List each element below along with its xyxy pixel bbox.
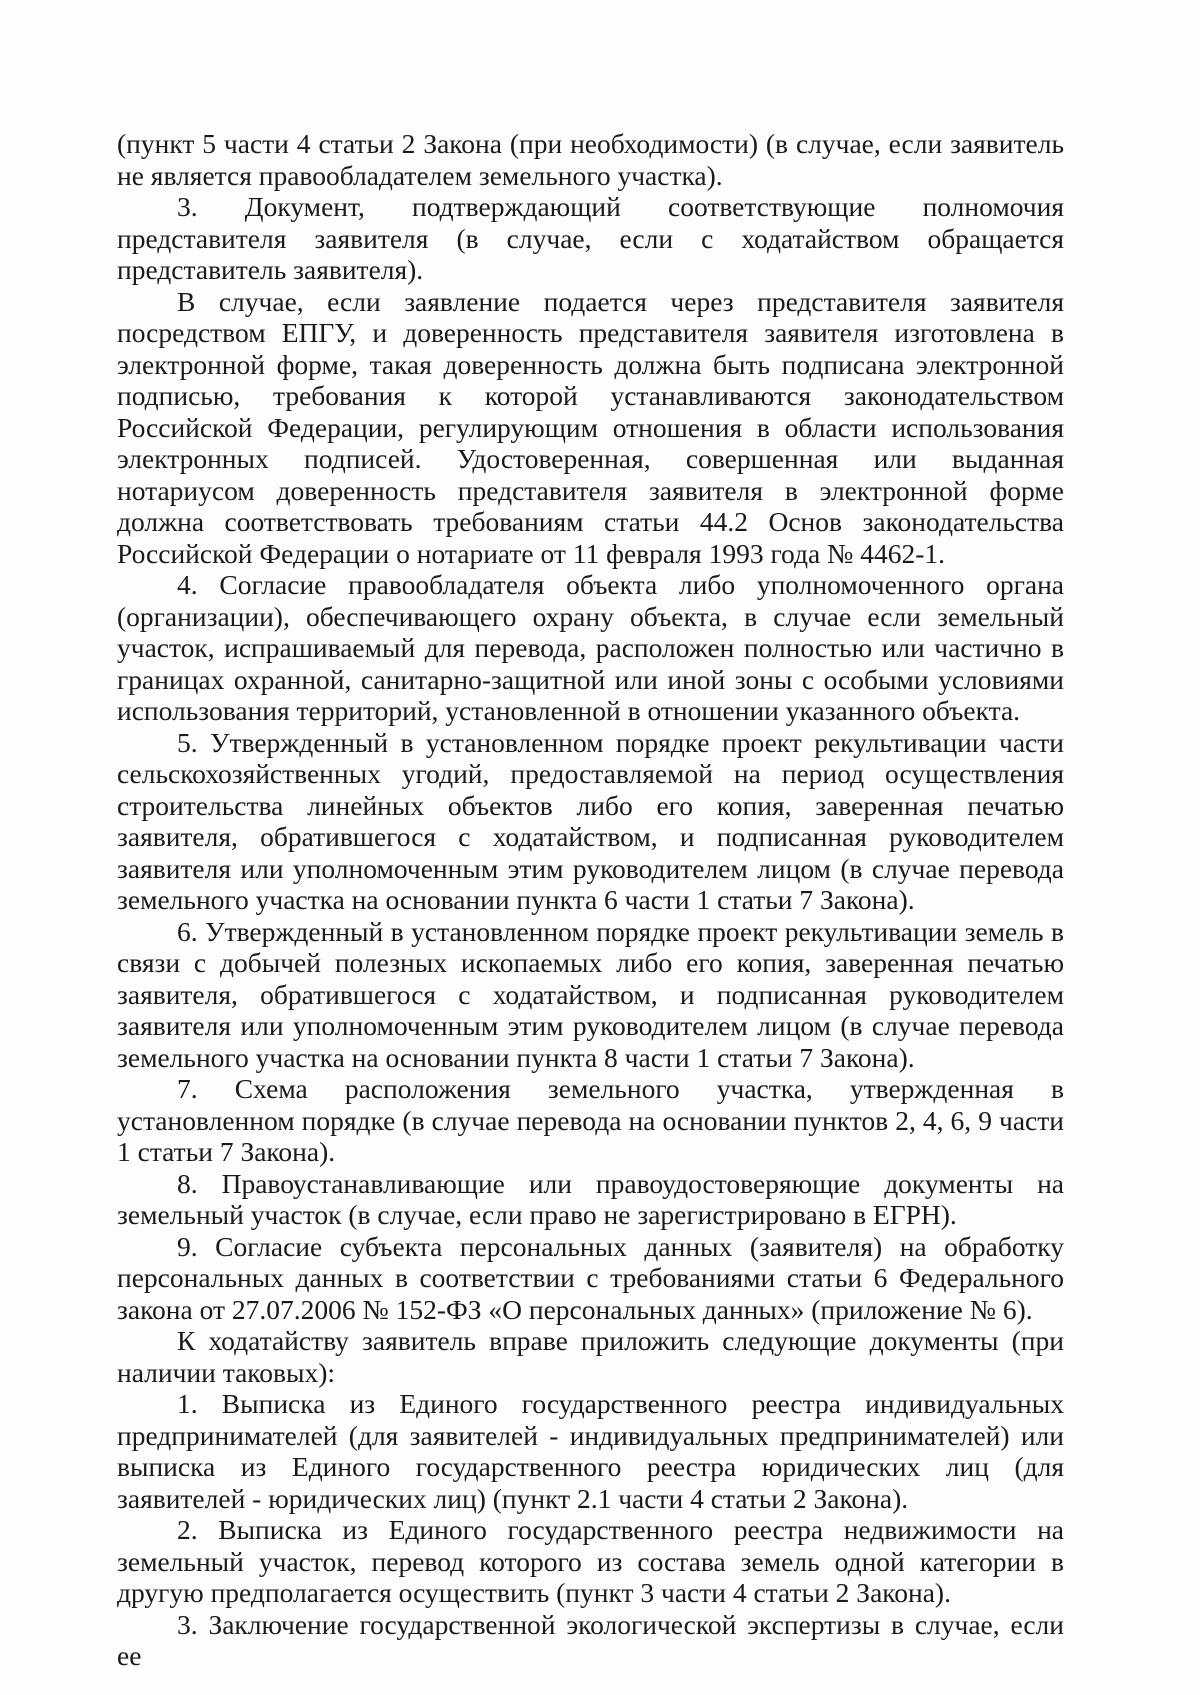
paragraph-item-3: 3. Документ, подтверждающий соответствующие полномочия представителя заявителя (в случае, если с ходатайством обращается представитель заявителя). [117, 191, 1064, 285]
paragraph-item-5: 5. Утвержденный в установленном порядке проект рекультивации части сельскохозяйственных угодий, предоставляемой на период осуществления строительства линейных объектов либо его копия, заверенная печатью заявителя, обратившегося с ходатайством, и подписанная руководителем заявителя или уполномоченным этим руководителем лицом (в случае перевода земельного участка на основании пункта 6 части 1 статьи 7 Закона). [117, 726, 1064, 915]
paragraph-item-8: 8. Правоустанавливающие или правоудостоверяющие документы на земельный участок (в случае, если право не зарегистрировано в ЕГРН). [117, 1167, 1064, 1230]
paragraph-optional-item-3: 3. Заключение государственной экологической экспертизы в случае, если ее [117, 1608, 1064, 1671]
paragraph-item-7: 7. Схема расположения земельного участка, утвержденная в установленном порядке (в случае перевода на основании пунктов 2, 4, 6, 9 части 1 статьи 7 Закона). [117, 1073, 1064, 1167]
paragraph-optional-documents-intro: К ходатайству заявитель вправе приложить следующие документы (при наличии таковых): [117, 1325, 1064, 1388]
document-body [117, 128, 1064, 1672]
paragraph-electronic-power-of-attorney: В случае, если заявление подается через представителя заявителя посредством ЕПГУ, и доверенность представителя заявителя изготовлена в электронной форме, такая доверенность должна быть подписана электронной подписью, требования к которой устанавливаются законодательством Российской Федерации, регулирующим отношения в области использования электронных подписей. Удостоверенная, совершенная или выданная нотариусом доверенность представителя заявителя в электронной форме должна соответствовать требованиям статьи 44.2 Основ законодательства Российской Федерации о нотариате от 11 февраля 1993 года № 4462-1. [117, 285, 1064, 569]
paragraph-item-6: 6. Утвержденный в установленном порядке проект рекультивации земель в связи с добычей полезных ископаемых либо его копия, заверенная печатью заявителя, обратившегося с ходатайством, и подписанная руководителем заявителя или уполномоченным этим руководителем лицом (в случае перевода земельного участка на основании пункта 8 части 1 статьи 7 Закона). [117, 915, 1064, 1073]
paragraph-item-4: 4. Согласие правообладателя объекта либо уполномоченного органа (организации), обеспечивающего охрану объекта, в случае если земельный участок, испрашиваемый для перевода, расположен полностью или частично в границах охранной, санитарно-защитной или иной зоны с особыми условиями использования территорий, установленной в отношении указанного объекта. [117, 569, 1064, 726]
paragraph-optional-item-2: 2. Выписка из Единого государственного реестра недвижимости на земельный участок, перевод которого из состава земель одной категории в другую предполагается осуществить (пункт 3 части 4 статьи 2 Закона). [117, 1514, 1064, 1608]
paragraph-item-9: 9. Согласие субъекта персональных данных (заявителя) на обработку персональных данных в соответствии с требованиями статьи 6 Федерального закона от 27.07.2006 № 152-ФЗ «О персональных данных» (приложение № 6). [117, 1230, 1064, 1325]
paragraph-optional-item-1: 1. Выписка из Единого государственного реестра индивидуальных предпринимателей (для заявителей - индивидуальных предпринимателей) или выписка из Единого государственного реестра юридических лиц (для заявителей - юридических лиц) (пункт 2.1 части 4 статьи 2 Закона). [117, 1388, 1064, 1514]
paragraph-continuation: (пункт 5 части 4 статьи 2 Закона (при необходимости) (в случае, если заявитель не является правообладателем земельного участка). [117, 128, 1064, 191]
